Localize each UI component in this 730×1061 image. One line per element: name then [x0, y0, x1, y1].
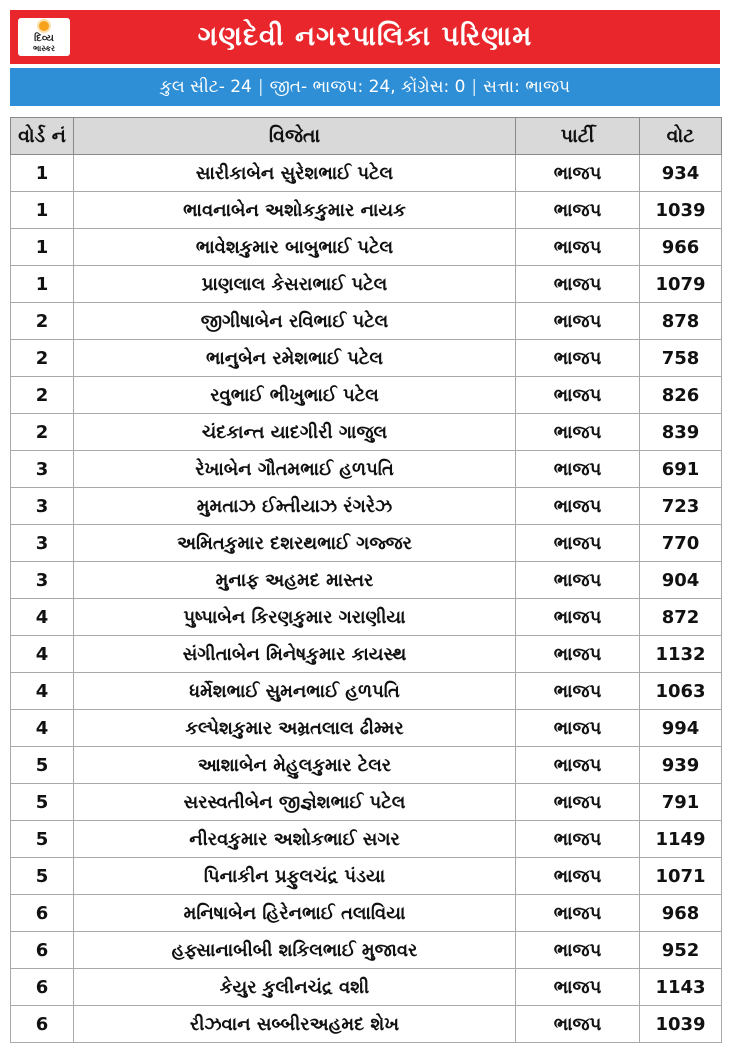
table-row: [11, 636, 722, 673]
winner-cell: સરસ્વતીબેન જીજ્ઞેશભાઈ પટેલ: [74, 784, 516, 821]
power-summary: સત્તા: ભાજપ: [483, 77, 571, 97]
winner-cell: ભાવેશકુમાર બાબુભાઈ પટેલ: [74, 229, 516, 266]
ward-cell: 4: [11, 710, 74, 747]
ward-cell: 2: [11, 340, 74, 377]
votes-cell: 994: [640, 710, 722, 747]
ward-cell: 1: [11, 155, 74, 192]
ward-cell: 4: [11, 636, 74, 673]
votes-cell: 723: [640, 488, 722, 525]
table-row: [11, 784, 722, 821]
table-row: [11, 340, 722, 377]
votes-cell: 939: [640, 747, 722, 784]
table-row: [11, 229, 722, 266]
winner-cell: રવુભાઈ ભીખુભાઈ પટેલ: [74, 377, 516, 414]
votes-cell: 1071: [640, 858, 722, 895]
header-party: પાર્ટી: [516, 118, 640, 155]
table-row: [11, 895, 722, 932]
table-row: [11, 747, 722, 784]
table-row: [11, 821, 722, 858]
table-row: [11, 266, 722, 303]
winner-cell: પિનાકીન પ્રફુલચંદ્ર પંડયા: [74, 858, 516, 895]
party-cell: ભાજપ: [516, 747, 640, 784]
table-body: [11, 155, 722, 1043]
sun-icon: [39, 21, 49, 31]
logo-text-line1: દિવ્ય: [34, 33, 54, 44]
votes-cell: 839: [640, 414, 722, 451]
party-cell: ભાજપ: [516, 710, 640, 747]
party-cell: ભાજપ: [516, 821, 640, 858]
winner-cell: કેયુર કુલીનચંદ્ર વશી: [74, 969, 516, 1006]
ward-cell: 2: [11, 303, 74, 340]
divider: |: [257, 77, 264, 97]
party-cell: ભાજપ: [516, 525, 640, 562]
results-table-container: [10, 117, 721, 1043]
winner-cell: અમિતકુમાર દશરથભાઈ ગજ્જર: [74, 525, 516, 562]
votes-cell: 1079: [640, 266, 722, 303]
votes-cell: 691: [640, 451, 722, 488]
party-cell: ભાજપ: [516, 784, 640, 821]
party-cell: ભાજપ: [516, 1006, 640, 1043]
header-ward: વોર્ડ નં: [11, 118, 74, 155]
winner-cell: આશાબેન મેહુલકુમાર ટેલર: [74, 747, 516, 784]
winner-cell: જીગીષાબેન રવિભાઈ પટેલ: [74, 303, 516, 340]
table-row: [11, 377, 722, 414]
votes-cell: 1143: [640, 969, 722, 1006]
table-row: [11, 858, 722, 895]
ward-cell: 1: [11, 192, 74, 229]
ward-cell: 3: [11, 488, 74, 525]
logo-text-line2: ભાસ્કર: [32, 44, 56, 53]
party-cell: ભાજપ: [516, 895, 640, 932]
ward-cell: 3: [11, 451, 74, 488]
party-cell: ભાજપ: [516, 858, 640, 895]
winner-cell: સંગીતાબેન મિનેષકુમાર કાયસ્થ: [74, 636, 516, 673]
winner-cell: કલ્પેશકુમાર અમ્રતલાલ ઢીમ્મર: [74, 710, 516, 747]
summary-bar: [10, 68, 720, 106]
party-cell: ભાજપ: [516, 451, 640, 488]
party-cell: ભાજપ: [516, 303, 640, 340]
winner-cell: મુમતાઝ ઈમ્તીયાઝ રંગરેઝ: [74, 488, 516, 525]
table-row: [11, 192, 722, 229]
winner-cell: પુષ્પાબેન કિરણકુમાર ગરાણીયા: [74, 599, 516, 636]
table-row: [11, 414, 722, 451]
table-row: [11, 488, 722, 525]
total-seats: કુલ સીટ- 24: [159, 77, 252, 97]
table-row: [11, 155, 722, 192]
ward-cell: 6: [11, 1006, 74, 1043]
winner-cell: રેખાબેન ગૌતમભાઈ હળપતિ: [74, 451, 516, 488]
votes-cell: 966: [640, 229, 722, 266]
ward-cell: 1: [11, 266, 74, 303]
winner-cell: હફ્સાનાબીબી શકિલભાઈ મુજાવર: [74, 932, 516, 969]
party-cell: ભાજપ: [516, 969, 640, 1006]
table-row: [11, 969, 722, 1006]
party-cell: ભાજપ: [516, 340, 640, 377]
table-row: [11, 303, 722, 340]
winner-cell: ભાવનાબેન અશોકકુમાર નાયક: [74, 192, 516, 229]
party-cell: ભાજપ: [516, 636, 640, 673]
winner-cell: સારીકાબેન સુરેશભાઈ પટેલ: [74, 155, 516, 192]
ward-cell: 4: [11, 599, 74, 636]
ward-cell: 3: [11, 562, 74, 599]
winner-cell: રીઝવાન સબ્બીરઅહમદ શેખ: [74, 1006, 516, 1043]
party-cell: ભાજપ: [516, 673, 640, 710]
wins-summary: જીત- ભાજપ: 24, કોંગ્રેસ: 0: [269, 77, 466, 97]
votes-cell: 872: [640, 599, 722, 636]
ward-cell: 3: [11, 525, 74, 562]
ward-cell: 6: [11, 895, 74, 932]
ward-cell: 4: [11, 673, 74, 710]
votes-cell: 904: [640, 562, 722, 599]
divya-bhaskar-logo: [18, 18, 70, 56]
ward-cell: 2: [11, 377, 74, 414]
header-winner: વિજેતા: [74, 118, 516, 155]
party-cell: ભાજપ: [516, 932, 640, 969]
votes-cell: 1149: [640, 821, 722, 858]
party-cell: ભાજપ: [516, 266, 640, 303]
divider: |: [471, 77, 478, 97]
ward-cell: 5: [11, 784, 74, 821]
table-row: [11, 673, 722, 710]
votes-cell: 934: [640, 155, 722, 192]
votes-cell: 968: [640, 895, 722, 932]
votes-cell: 1039: [640, 1006, 722, 1043]
winner-cell: ધર્મેશભાઈ સુમનભાઈ હળપતિ: [74, 673, 516, 710]
ward-cell: 1: [11, 229, 74, 266]
winner-cell: નીરવકુમાર અશોકભાઈ સગર: [74, 821, 516, 858]
winner-cell: ચંદકાન્ત યાદગીરી ગાજુલ: [74, 414, 516, 451]
ward-cell: 6: [11, 969, 74, 1006]
votes-cell: 758: [640, 340, 722, 377]
party-cell: ભાજપ: [516, 377, 640, 414]
ward-cell: 6: [11, 932, 74, 969]
winner-cell: મનિષાબેન હિરેનભાઈ તલાવિયા: [74, 895, 516, 932]
table-row: [11, 562, 722, 599]
table-row: [11, 1006, 722, 1043]
votes-cell: 952: [640, 932, 722, 969]
table-row: [11, 599, 722, 636]
ward-cell: 5: [11, 858, 74, 895]
votes-cell: 826: [640, 377, 722, 414]
table-row: [11, 710, 722, 747]
party-cell: ભાજપ: [516, 155, 640, 192]
ward-cell: 5: [11, 821, 74, 858]
votes-cell: 1063: [640, 673, 722, 710]
party-cell: ભાજપ: [516, 414, 640, 451]
header-votes: વોટ: [640, 118, 722, 155]
winner-cell: ભાનુબેન રમેશભાઈ પટેલ: [74, 340, 516, 377]
party-cell: ભાજપ: [516, 599, 640, 636]
party-cell: ભાજપ: [516, 562, 640, 599]
ward-cell: 5: [11, 747, 74, 784]
table-row: [11, 451, 722, 488]
party-cell: ભાજપ: [516, 488, 640, 525]
table-row: [11, 525, 722, 562]
table-header-row: [11, 118, 722, 155]
party-cell: ભાજપ: [516, 192, 640, 229]
title-banner: [10, 10, 720, 64]
votes-cell: 1132: [640, 636, 722, 673]
party-cell: ભાજપ: [516, 229, 640, 266]
votes-cell: 791: [640, 784, 722, 821]
winner-cell: મુનાફ અહમદ માસ્તર: [74, 562, 516, 599]
ward-cell: 2: [11, 414, 74, 451]
votes-cell: 770: [640, 525, 722, 562]
winner-cell: પ્રાણલાલ કેસરાભાઈ પટેલ: [74, 266, 516, 303]
votes-cell: 1039: [640, 192, 722, 229]
votes-cell: 878: [640, 303, 722, 340]
page-title: ગણદેવી નગરપાલિકા પરિણામ: [197, 21, 533, 52]
results-table: [10, 117, 722, 1043]
table-row: [11, 932, 722, 969]
